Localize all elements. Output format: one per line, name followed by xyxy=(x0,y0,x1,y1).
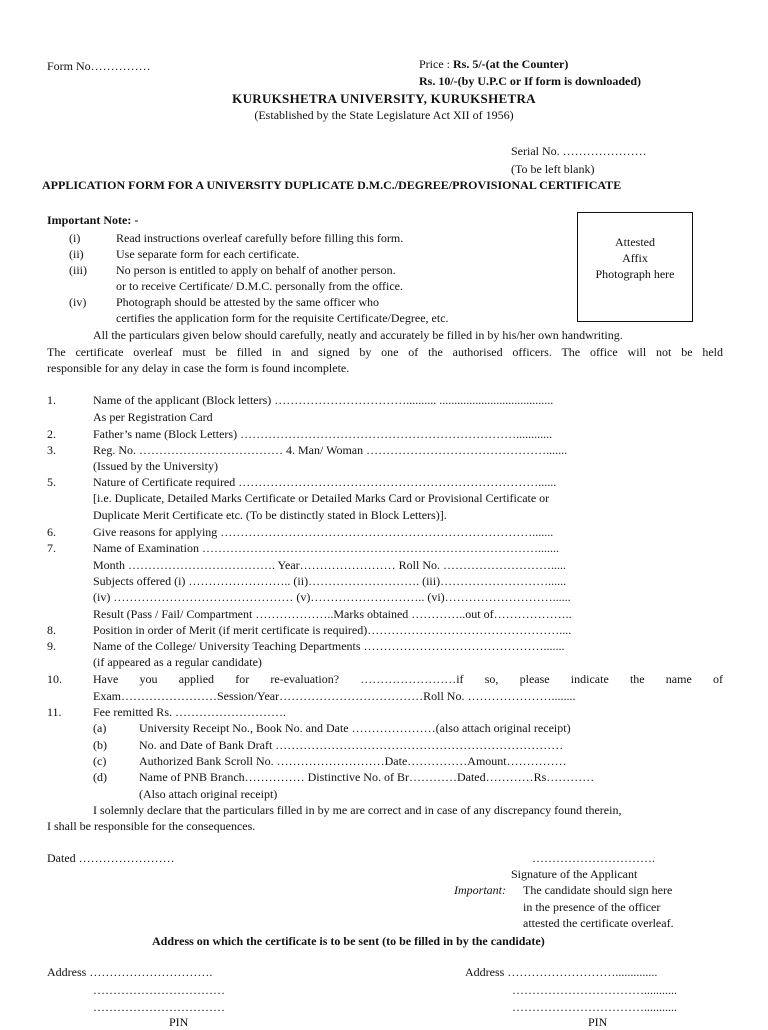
address-left-line: …………………………… xyxy=(93,1000,225,1014)
photo-box-line: Photograph here xyxy=(595,267,675,281)
field-number: 11. xyxy=(47,705,62,719)
photo-box-line: Affix xyxy=(622,251,648,265)
field-examination: Name of Examination …………………………………………………………………………....... xyxy=(93,541,559,555)
established-note: (Established by the State Legislature Act XII of 1956) xyxy=(254,108,514,122)
field-number: 5. xyxy=(47,475,56,489)
field-subjects: Subjects offered (i) …………………….. (ii)………………………. (iii)………………………...... xyxy=(93,574,567,588)
fee-sub-number: (d) xyxy=(93,770,107,784)
field-number: 6. xyxy=(47,525,56,539)
field-number: 1. xyxy=(47,393,56,407)
fee-sub-number: (a) xyxy=(93,721,107,735)
fee-sub-number: (c) xyxy=(93,754,107,768)
address-heading: Address on which the certificate is to be sent (to be filled in by the candidate) xyxy=(152,934,545,948)
address-right-label: Address ……………………….............. xyxy=(465,965,658,979)
field-number: 8. xyxy=(47,623,56,637)
serial-number: Serial No. ………………… xyxy=(511,144,647,158)
address-left-pin: PIN xyxy=(169,1015,189,1029)
field-applicant-name: Name of the applicant (Block letters) …………………………….......... ...................................... xyxy=(93,393,554,407)
field-merit-position: Position in order of Merit (if merit certificate is required)………………………………………….... xyxy=(93,623,572,637)
address-right-line: ……………………………........... xyxy=(512,983,677,997)
field-college: Name of the College/ University Teaching Departments ………………………………………....... xyxy=(93,639,565,653)
field-note: [i.e. Duplicate, Detailed Marks Certificate or Detailed Marks Card or Provisional Certificate or xyxy=(93,491,550,505)
fee-sub-field: University Receipt No., Book No. and Date …………………(also attach original receipt) xyxy=(139,721,571,735)
photo-box-line: Attested xyxy=(615,235,655,249)
note-line: Read instructions overleaf carefully before filling this form. xyxy=(116,231,404,245)
field-certificate-nature: Nature of Certificate required …………………………………………………………………...... xyxy=(93,475,557,489)
form-title: APPLICATION FORM FOR A UNIVERSITY DUPLICATE D.M.C./DEGREE/PROVISIONAL CERTIFICATE xyxy=(42,178,622,192)
fee-sub-field: No. and Date of Bank Draft ……………………………………………………………… xyxy=(139,738,564,752)
address-right-line: ……………………………........... xyxy=(512,1000,677,1014)
field-number: 3. xyxy=(47,443,56,457)
signature-note: The candidate should sign here xyxy=(523,883,673,897)
signature-note: in the presence of the officer xyxy=(523,900,661,914)
form-number: Form No…………… xyxy=(47,59,151,73)
serial-note: (To be left blank) xyxy=(511,162,595,176)
note-number: (i) xyxy=(69,231,81,245)
photo-box xyxy=(577,212,693,322)
address-left-line: …………………………… xyxy=(93,983,225,997)
signature-dots: …………………………. xyxy=(532,851,655,865)
instruction-paragraph: All the particulars given below should carefully, neatly and accurately be filled in by his/her own handwriting. xyxy=(93,328,623,342)
field-number: 2. xyxy=(47,427,56,441)
note-number: (ii) xyxy=(69,247,84,261)
fee-sub-field: Name of PNB Branch…………… Distinctive No. of Br…………Dated…………Rs………… xyxy=(139,770,595,784)
dated-field: Dated …………………… xyxy=(47,851,175,865)
declaration-text: I solemnly declare that the particulars filled in by me are correct and in case of any discrepancy found therein, xyxy=(93,803,622,817)
field-note: (if appeared as a regular candidate) xyxy=(93,655,262,669)
field-note: (Also attach original receipt) xyxy=(139,787,278,801)
field-subjects: (iv) ……………………………………… (v)……………………….. (vi)………………………...... xyxy=(93,590,571,604)
note-line: No person is entitled to apply on behalf of another person. xyxy=(116,263,396,277)
note-line: Use separate form for each certificate. xyxy=(116,247,300,261)
field-number: 10. xyxy=(47,672,62,686)
declaration-text: I shall be responsible for the consequences. xyxy=(47,819,256,833)
field-number: 9. xyxy=(47,639,56,653)
important-label: Important: xyxy=(454,883,506,897)
field-father-name: Father’s name (Block Letters) ……………………………………………………………............ xyxy=(93,427,553,441)
note-line: certifies the application form for the requisite Certificate/Degree, etc. xyxy=(116,311,449,325)
field-reasons: Give reasons for applying ……………………………………………………………………....... xyxy=(93,525,554,539)
field-re-evaluation: Have you applied for re-evaluation? ……………………if so, please indicate the name of xyxy=(93,672,723,686)
field-number: 7. xyxy=(47,541,56,555)
instruction-paragraph: responsible for any delay in case the form is found incomplete. xyxy=(47,361,350,375)
signature-note: attested the certificate overleaf. xyxy=(523,916,674,930)
field-note: As per Registration Card xyxy=(93,410,213,424)
address-right-pin: PIN xyxy=(588,1015,608,1029)
price-label: Price : xyxy=(419,57,450,71)
address-left-label: Address …………………………. xyxy=(47,965,213,979)
field-exam-session: Exam……………………Session/Year………………………………Roll No. …………………........ xyxy=(93,689,576,703)
signature-label: Signature of the Applicant xyxy=(511,867,638,881)
instruction-paragraph: The certificate overleaf must be filled in and signed by one of the authorised officers. The office will not be held xyxy=(47,345,723,359)
field-note: (Issued by the University) xyxy=(93,459,218,473)
university-name: KURUKSHETRA UNIVERSITY, KURUKSHETRA xyxy=(232,91,536,106)
note-line: or to receive Certificate/ D.M.C. personally from the office. xyxy=(116,279,404,293)
note-line: Photograph should be attested by the same officer who xyxy=(116,295,380,309)
fee-sub-field: Authorized Bank Scroll No. ………………………Date……………Amount…………… xyxy=(139,754,567,768)
note-number: (iii) xyxy=(69,263,87,277)
fee-sub-number: (b) xyxy=(93,738,107,752)
important-note-heading: Important Note: - xyxy=(47,213,139,227)
field-fee-remitted: Fee remitted Rs. ………………………. xyxy=(93,705,286,719)
field-result: Result (Pass / Fail/ Compartment ………………..Marks obtained …………..out of……………….. xyxy=(93,607,572,621)
field-reg-no: Reg. No. ……………………………… 4. Man/ Woman ………………………………………....... xyxy=(93,443,568,457)
field-note: Duplicate Merit Certificate etc. (To be distinctly stated in Block Letters)]. xyxy=(93,508,447,522)
price-counter-value: Rs. 5/-(at the Counter) xyxy=(453,57,569,71)
field-month-year-roll: Month ………………………………. Year…………………… Roll No. ………………………..... xyxy=(93,558,567,572)
price-counter xyxy=(419,56,568,72)
price-download: Rs. 10/-(by U.P.C or If form is downloaded) xyxy=(419,74,642,88)
note-number: (iv) xyxy=(69,295,87,309)
